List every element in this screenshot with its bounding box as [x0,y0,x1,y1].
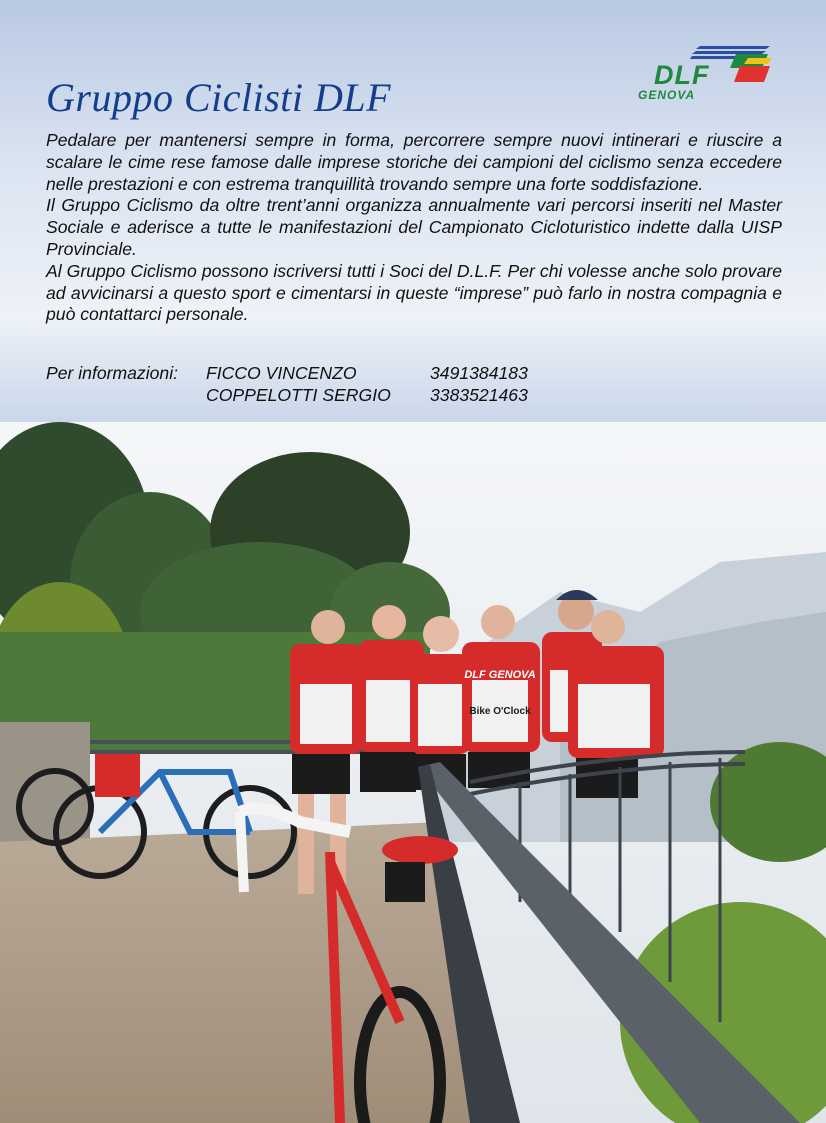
contact-row [46,362,528,384]
contact-label: Per informazioni: [46,363,179,383]
contact-phone: 3491384183 [430,363,528,383]
contact-info [46,362,528,406]
description [46,130,782,326]
logo-subtitle: GENOVA [638,88,696,102]
logo-flag-icon [728,52,772,86]
contact-row [46,384,528,406]
paragraph: Il Gruppo Ciclismo da oltre trent’anni organizza annualmente vari percorsi inseriti nel Master Sociale e aderisce a tutte le manifestazioni del Campionato Cicloturistico indette dalla UISP Provinciale. [46,195,782,259]
cyclists-group-photo [0,422,826,1123]
page-title: Gruppo Ciclisti DLF [46,75,392,120]
dlf-genova-logo [634,40,794,106]
photo-illustration [0,422,826,1123]
paragraph: Al Gruppo Ciclismo possono iscriversi tutti i Soci del D.L.F. Per chi volesse anche solo provare ad avvicinarsi a questo sport e cimentarsi in queste “imprese” può farlo in nostra compagnia e può contattarci personale. [46,260,782,325]
contact-phone: 3383521463 [430,385,528,405]
contact-name: FICCO VINCENZO [206,363,357,383]
logo-text: DLF [654,60,710,90]
jersey-sponsor: Bike O'Clock [469,706,531,717]
header-panel [0,0,826,422]
paragraph: Pedalare per mantenersi sempre in forma, percorrere sempre nuovi intinerari e riuscire a scalare le cime rese famose dalle imprese storiche dei campioni del ciclismo senza eccedere nelle prestazioni e con estrema tranquillità trovando sempre una forte soddisfazione. [46,130,782,194]
contact-name: COPPELOTTI SERGIO [206,385,391,405]
jersey-label: DLF GENOVA [464,669,536,681]
